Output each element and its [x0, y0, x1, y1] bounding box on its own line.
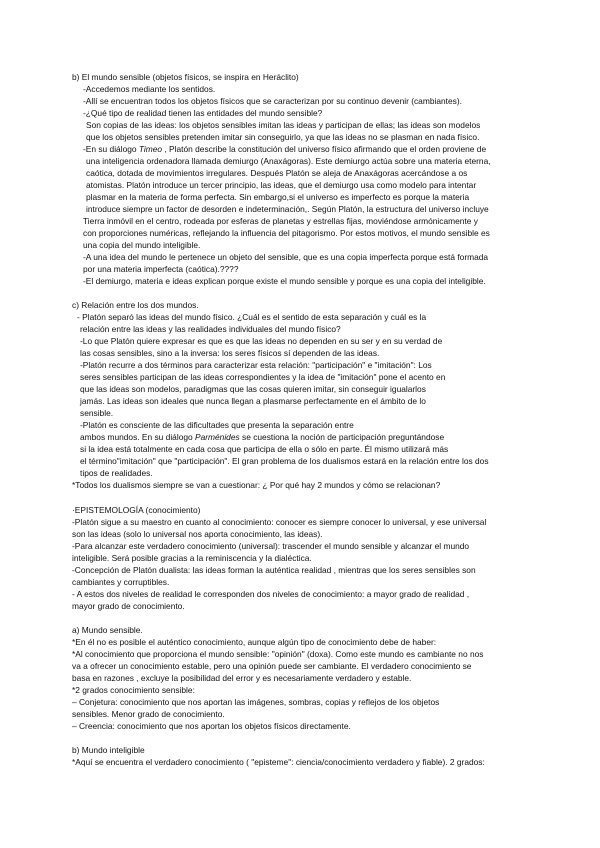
text-line: -Allí se encuentran todos los objetos físicos que se caracterizan por su continuo devenir (cambiantes). — [83, 96, 462, 106]
text-line: atomistas. Platón introduce un tercer principio, las ideas, que el demiurgo usa como modelo para intentar — [86, 180, 477, 190]
text-line: -Concepción de Platón dualista: las ideas forman la auténtica realidad , mientras que los seres sensibles son — [72, 565, 476, 575]
text-line: introduce siempre un factor de desorden e indeterminación,. Según Platón, la estructura del universo incluye — [86, 204, 489, 214]
text-line: Tierra inmóvil en el centro, rodeada por esferas de planetas y estrellas fijas, moviéndose armónicamente y — [83, 216, 478, 226]
text-line: sensible. — [80, 408, 114, 418]
text-line: sensibles. Menor grado de conocimiento. — [72, 709, 225, 719]
text-line: -¿Qué tipo de realidad tienen las entidades del mundo sensible? — [83, 108, 323, 118]
text-line: mayor grado de conocimiento. — [72, 601, 185, 611]
section-heading: a) Mundo sensible. — [72, 625, 143, 635]
text-line: tipos de realidades. — [80, 468, 153, 478]
section-heading: b) El mundo sensible (objetos físicos, se inspira en Heráclito) — [72, 72, 299, 82]
text-line: - Platón separó las ideas del mundo físico. ¿Cuál es el sentido de esta separación y cuál es la — [77, 312, 427, 322]
text-line: las cosas sensibles, sino a la inversa: los seres físicos sí dependen de las ideas. — [80, 348, 380, 358]
text-line: -Platón sigue a su maestro en cuanto al conocimiento: conocer es siempre conocer lo universal, y ese universal — [72, 517, 487, 527]
text-line: cambiantes y corruptibles. — [72, 577, 170, 587]
text-line: *En él no es posible el auténtico conocimiento, aunque algún tipo de conocimiento debe de haber: — [72, 637, 437, 647]
section-heading: ·EPISTEMOLOGÍA (conocimiento) — [72, 505, 201, 515]
text-line: que los objetos sensibles pretenden imitar sin conseguirlo, ya que las ideas no se plasman en nada físico. — [86, 132, 480, 142]
text-line: -Para alcanzar este verdadero conocimiento (universal): trascender el mundo sensible y alcanzar el mundo — [72, 541, 470, 551]
text-line: Son copias de las ideas: los objetos sensibles imitan las ideas y participan de ellas; las ideas son modelos — [86, 120, 481, 130]
text-line: una inteligencia ordenadora llamada demiurgo (Anaxágoras). Este demiurgo actúa sobre una materia eterna, — [86, 156, 491, 166]
text-line: por una materia imperfecta (caótica).???? — [83, 264, 239, 274]
text-line: -Platón recurre a dos términos para caracterizar esta relación: "participación" e "imitación": Los — [80, 360, 432, 370]
text-line: *Aquí se encuentra el verdadero conocimiento ( "episteme": ciencia/conocimiento verdadero y fiable). 2 grados: — [72, 757, 485, 767]
text-line: el término"imitación" que "participación". El gran problema de los dualismos estará en la relación entre los dos — [80, 456, 489, 466]
section-heading: b) Mundo inteligible — [72, 745, 145, 755]
text-line: -El demiurgo, materia e ideas explican porque existe el mundo sensible y porque es una copia del inteligible. — [83, 276, 486, 286]
text-line: seres sensibles participan de las ideas correspondientes y la idea de "imitación" pone el acento en — [80, 372, 446, 382]
text-line: *Al conocimiento que proporciona el mundo sensible: "opinión" (doxa). Como este mundo es cambiante no nos — [72, 649, 484, 659]
text-line: caótica, dotada de movimientos irregulares. Después Platón se aleja de Anaxágoras acercándose a os — [86, 168, 468, 178]
text-line: relación entre las ideas y las realidades individuales del mundo físico? — [80, 324, 341, 334]
text-line: -A una idea del mundo le pertenece un objeto del sensible, que es una copia imperfecta porque está formada — [83, 252, 489, 262]
text-line: con proporciones numéricas, reflejando la influencia del pitagorismo. Por estos motivos, el mundo sensible es — [83, 228, 490, 238]
text-line: – Creencia: conocimiento que nos aportan los objetos físicos directamente. — [72, 721, 351, 731]
text-line: ambos mundos. En su diálogo Parménides se cuestiona la noción de participación preguntándose — [80, 432, 445, 442]
text-line: -Platón es consciente de las dificultades que presenta la separación entre — [80, 420, 354, 430]
text-line: que las ideas son modelos, paradigmas que las cosas quieren imitar, sin conseguir igualarlos — [80, 384, 426, 394]
text-line: inteligible. Será posible gracias a la reminiscencia y la dialéctica. — [72, 553, 312, 563]
text-line: *2 grados conocimiento sensible: — [72, 685, 195, 695]
text-line: va a ofrecer un conocimiento estable, pero una opinión puede ser cambiante. El verdadero conocimiento se — [72, 661, 472, 671]
text-line: son las ideas (solo lo universal nos aporta conocimiento, las ideas). — [72, 529, 323, 539]
text-line: jamás. Las ideas son ideales que nunca llegan a plasmarse perfectamente en el ámbito de lo — [80, 396, 426, 406]
text-line: plasmar en la materia de forma perfecta. Sin embargo,si el universo es imperfecto es porque la materia — [86, 192, 470, 202]
text-line: -Accedemos mediante los sentidos. — [83, 84, 216, 94]
text-line: una copia del mundo inteligible. — [83, 240, 201, 250]
text-line: - A estos dos niveles de realidad le corresponden dos niveles de conocimiento: a mayor grado de realidad , — [72, 589, 470, 599]
text-line: si la idea está totalmente en cada cosa que participa de ella o sólo en parte. Él mismo utilizará más — [80, 444, 449, 454]
text-line: -Lo que Platón quiere expresar es que es que las ideas no dependen en su ser y en su verdad de — [80, 336, 443, 346]
text-line: *Todos los dualismos siempre se van a cuestionar: ¿ Por qué hay 2 mundos y cómo se relacionan? — [72, 480, 441, 490]
text-line: – Conjetura: conocimiento que nos aportan las imágenes, sombras, copias y reflejos de los objetos — [72, 697, 440, 707]
text-line: -En su diálogo Timeo , Platón describe la constitución del universo físico afirmando que el orden proviene de — [83, 144, 487, 154]
text-line: basa en razones , excluye la posibilidad del error y es necesariamente verdadero y estable. — [72, 673, 412, 683]
section-heading: c) Relación entre los dos mundos. — [72, 300, 199, 310]
